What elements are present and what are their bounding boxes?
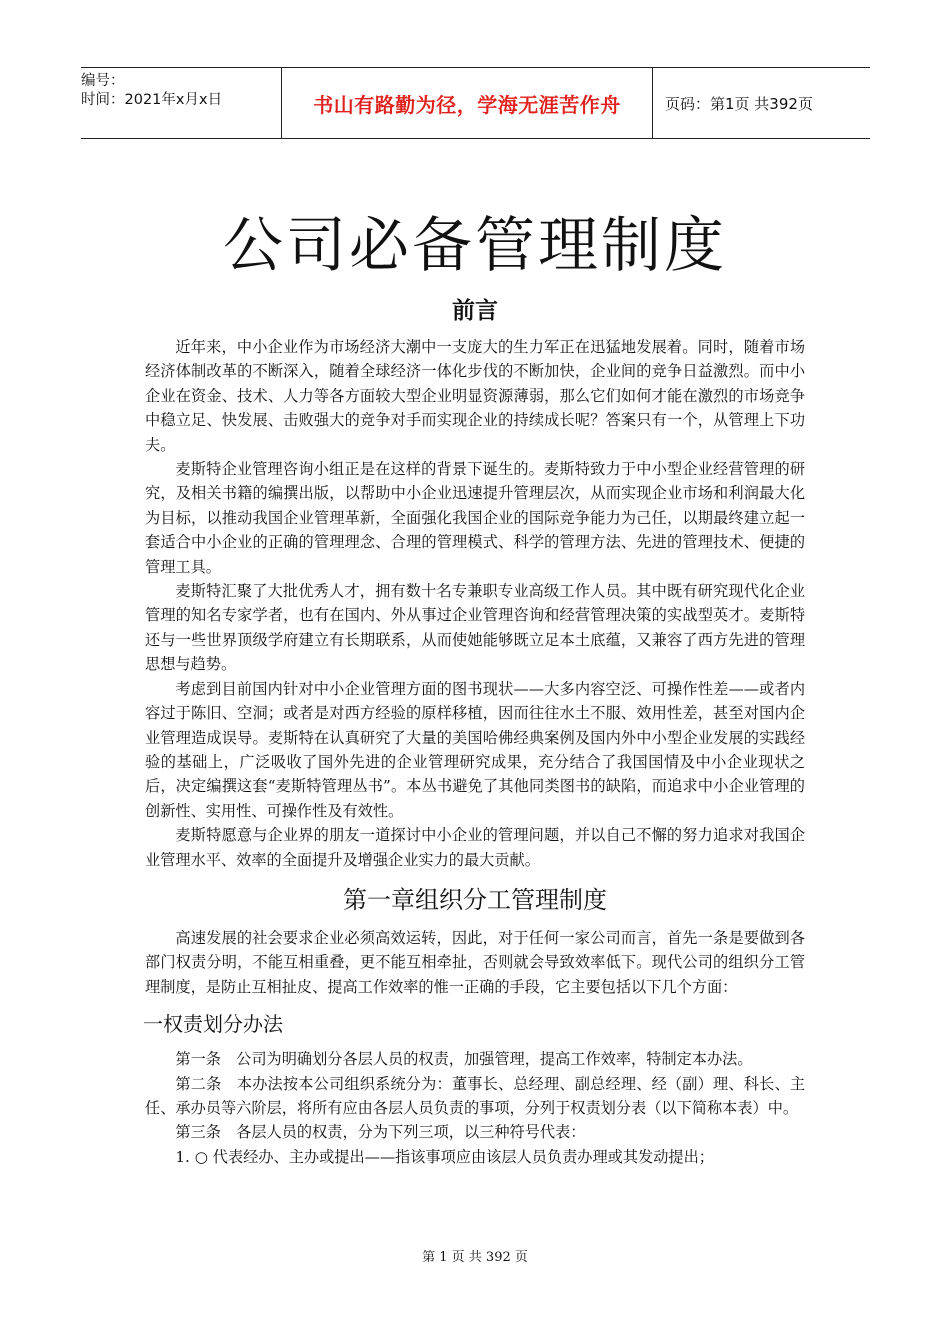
chapter-title: 第一章组织分工管理制度 bbox=[343, 885, 607, 914]
preface-paragraph: 麦斯特企业管理咨询小组正是在这样的背景下诞生的。麦斯特致力于中小型企业经营管理的研究，及相关书籍的编撰出版，以帮助中小企业迅速提升管理层次，从而实现企业市场和利润最大化为目标，以推动我国企业管理革新，全面强化我国企业的国际竞争能力为己任，以期最终建立起一套适合中小企业的正确的管理理念、合理的管理模式、科学的管理方法、先进的管理技术、便捷的管理工具。 bbox=[145, 460, 805, 576]
header-code-label: 编号： bbox=[81, 73, 125, 89]
article-paragraph: 第一条 公司为明确划分各层人员的权责，加强管理，提高工作效率，特制定本办法。 bbox=[175, 1050, 753, 1069]
header-page-info: 页码：第1页 共392页 bbox=[665, 94, 813, 113]
chapter-intro: 高速发展的社会要求企业必须高效运转，因此，对于任何一家公司而言，首先一条是要做到各部门权责分明，不能互相重叠，更不能互相牵扯，否则就会导致效率低下。现代公司的组织分工管理制度，是防止互相扯皮、提高工作效率的惟一正确的手段，它主要包括以下几个方面： bbox=[145, 928, 805, 996]
preface-paragraph: 麦斯特愿意与企业界的朋友一道探讨中小企业的管理问题，并以自己不懈的努力追求对我国企业管理水平、效率的全面提升及增强企业实力的最大贡献。 bbox=[145, 826, 805, 869]
preface-title: 前言 bbox=[452, 298, 498, 324]
page-footer: 第 1 页 共 392 页 bbox=[422, 1250, 528, 1265]
preface-paragraph: 考虑到目前国内针对中小企业管理方面的图书现状——大多内容空泛、可操作性差——或者内容过于陈旧、空洞；或者是对西方经验的原样移植，因而往往水土不服、效用性差，甚至对国内企业管理造成误导。麦斯特在认真研究了大量的美国哈佛经典案例及国内外中小型企业发展的实践经验的基础上，广泛吸收了国外先进的企业管理研究成果，充分结合了我国国情及中小企业现状之后，决定编撰这套“麦斯特管理丛书”。本丛书避免了其他同类图书的缺陷，而追求中小企业管理的创新性、实用性、可操作性及有效性。 bbox=[145, 679, 805, 820]
preface-paragraph: 麦斯特汇聚了大批优秀人才，拥有数十名专兼职专业高级工作人员。其中既有研究现代化企业管理的知名专家学者，也有在国内、外从事过企业管理咨询和经营管理决策的实战型英才。麦斯特还与一些世界顶级学府建立有长期联系，从而使她能够既立足本土底蕴，又兼容了西方先进的管理思想与趋势。 bbox=[145, 582, 805, 674]
header-time-label: 时间：2021年x月x日 bbox=[81, 92, 223, 108]
document-title: 公司必备管理制度 bbox=[223, 211, 727, 281]
document-body bbox=[145, 335, 805, 1169]
header-motto-cell bbox=[281, 68, 653, 138]
article-paragraph: 第二条 本办法按本公司组织系统分为：董事长、总经理、副总经理、经（副）理、科长、主任、承办员等六阶层，将所有应由各层人员负责的事项，分列于权责划分表（以下简称本表）中。 bbox=[145, 1074, 805, 1117]
preface-paragraph: 近年来，中小企业作为市场经济大潮中一支庞大的生力军正在迅猛地发展着。同时，随着市场经济体制改革的不断深入，随着全球经济一体化步伐的不断加快，企业间的竞争日益激烈。而中小企业在资金、技术、人力等各方面较大型企业明显资源薄弱，那么它们如何才能在激烈的市场竞争中稳立足、快发展、击败强大的竞争对手而实现企业的持续成长呢？答案只有一个，从管理上下功夫。 bbox=[145, 338, 805, 454]
article-paragraph: 第三条 各层人员的权责，分为下列三项，以三种符号代表： bbox=[175, 1123, 586, 1142]
header-meta bbox=[81, 68, 281, 138]
header-motto: 书山有路勤为径，学海无涯苦作舟 bbox=[313, 92, 621, 117]
section-title: 一权责划分办法 bbox=[143, 1012, 283, 1037]
page-header bbox=[81, 67, 870, 139]
article-paragraph: 1. ○ 代表经办、主办或提出——指该事项应由该层人员负责办理或其发动提出； bbox=[175, 1147, 714, 1166]
